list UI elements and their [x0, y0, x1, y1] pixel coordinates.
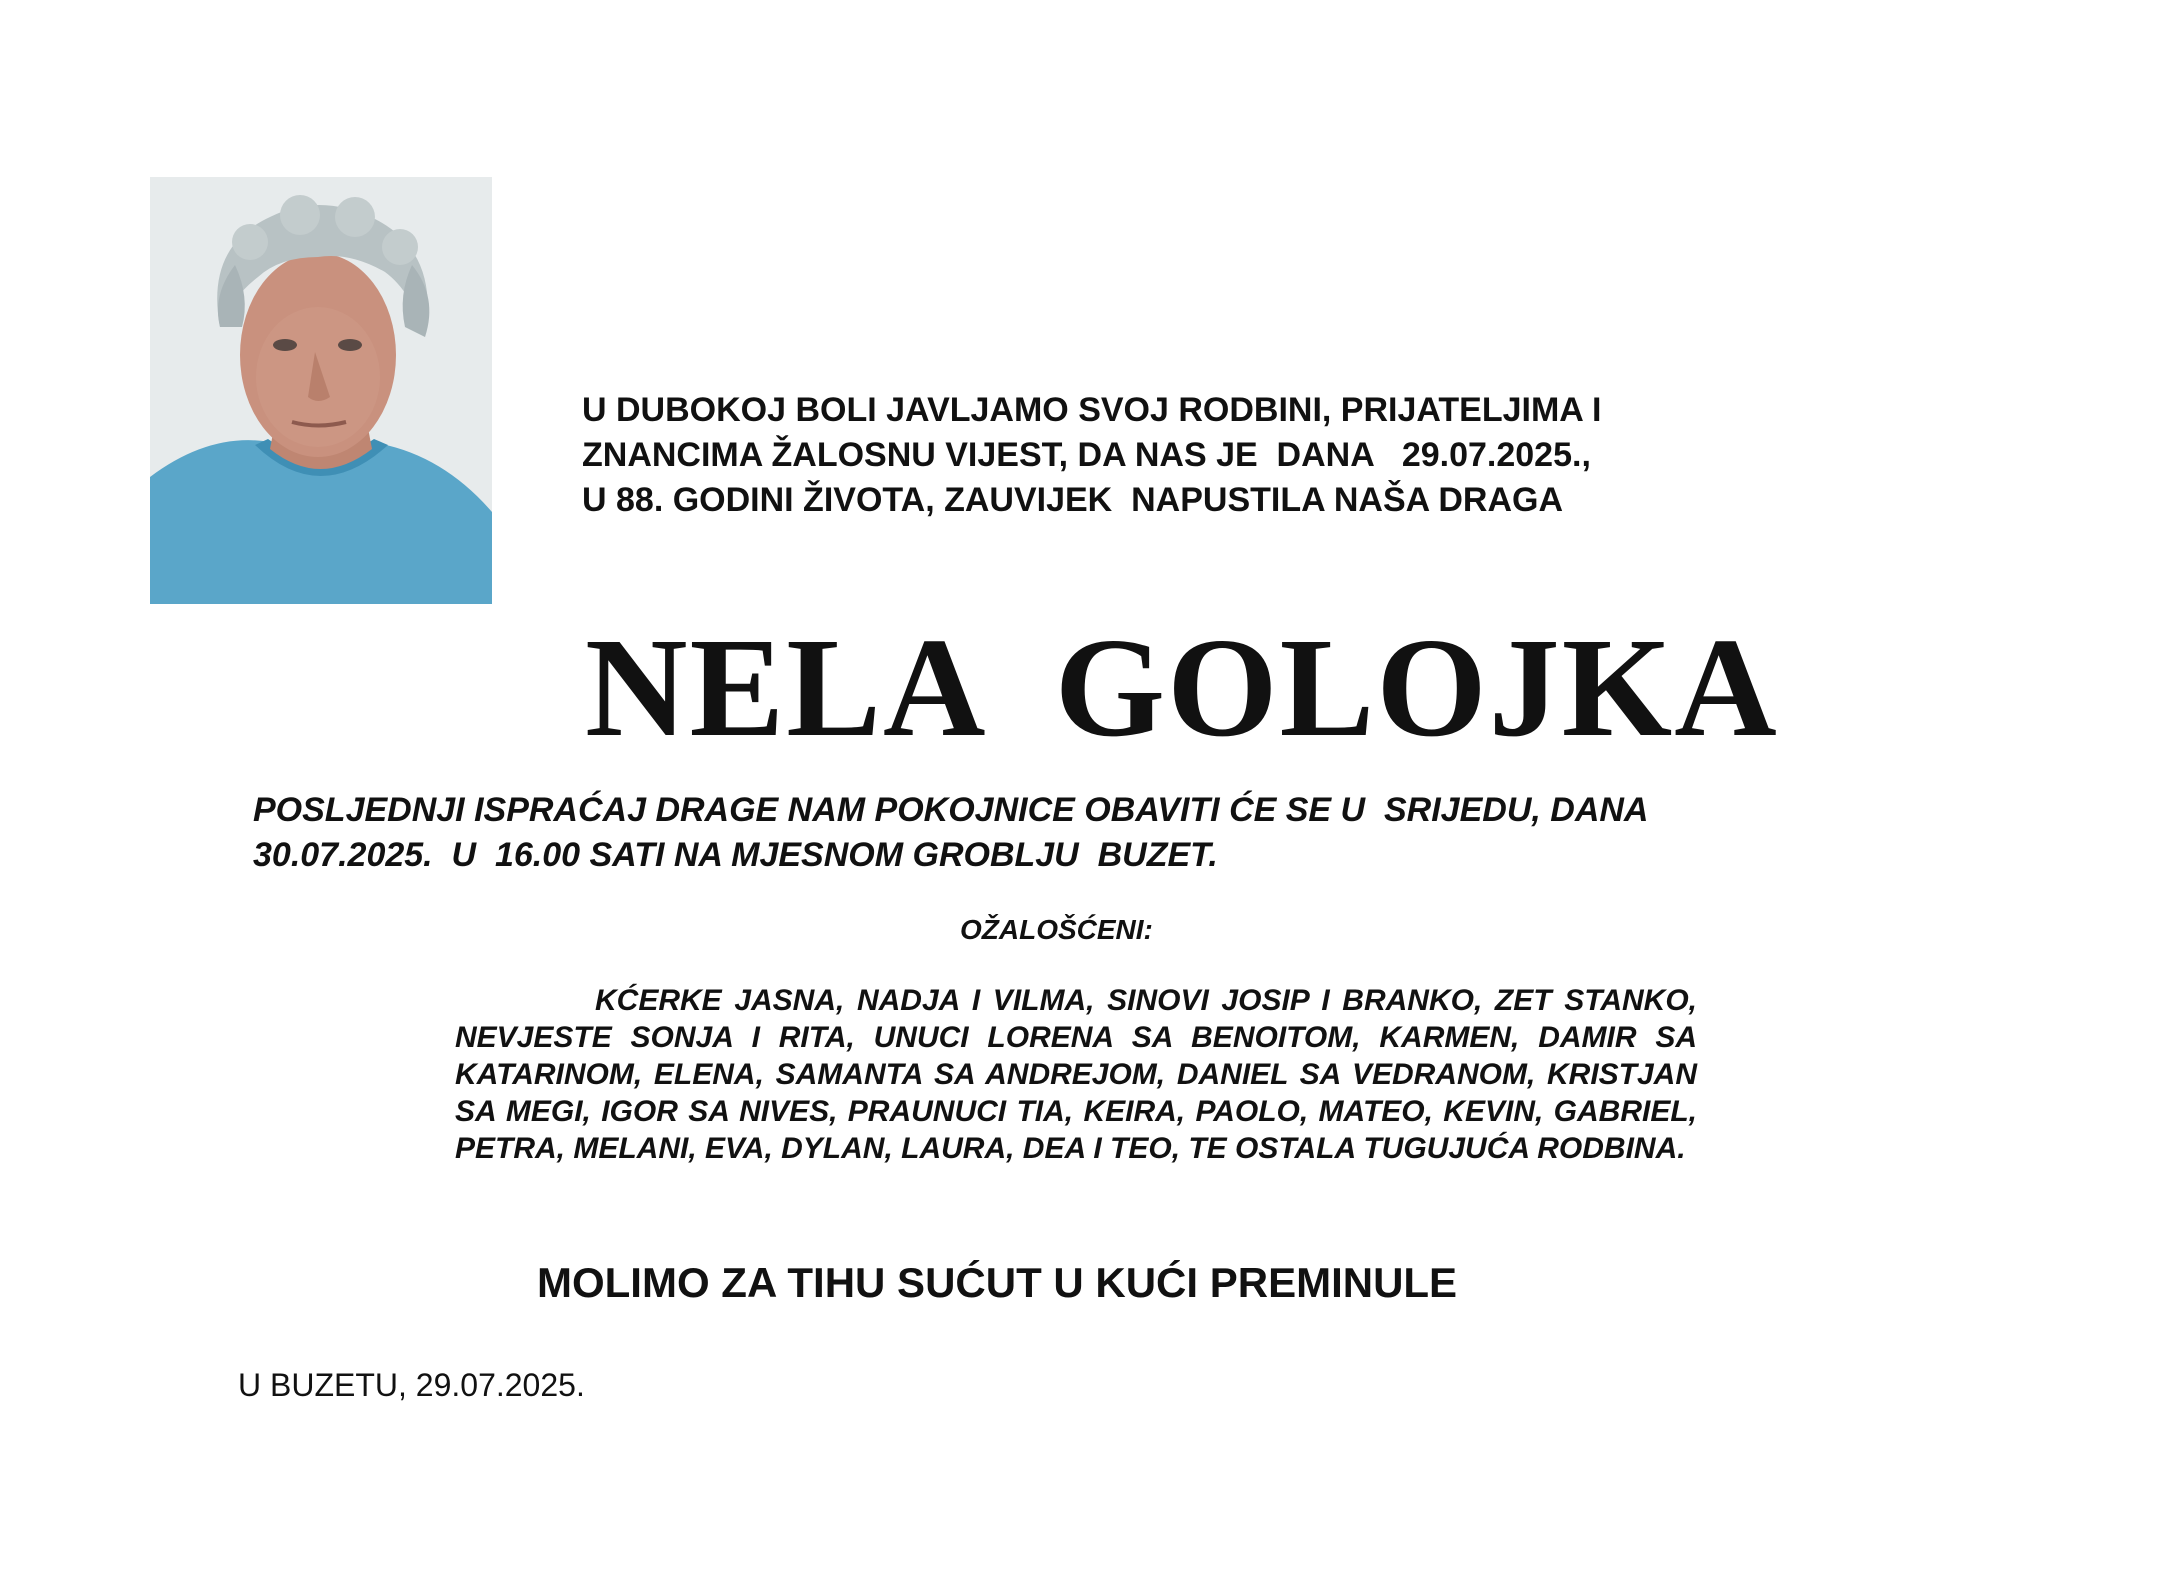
condolences-request: MOLIMO ZA TIHU SUĆUT U KUĆI PREMINULE — [537, 1259, 1458, 1306]
funeral-details: POSLJEDNJI ISPRAĆAJ DRAGE NAM POKOJNICE OBAVITI ĆE SE U SRIJEDU, DANA 30.07.2025. U 16.00 SATI NA MJESNOM GROBLJU BUZET. — [253, 791, 1649, 874]
mourners-list: KĆERKE JASNA, NADJA I VILMA, SINOVI JOSIP I BRANKO, ZET STANKO, NEVJESTE SONJA I RITA, UNUCI LORENA SA BENOITOM, KARMEN, DAMIR SA KATARINOM, ELENA, SAMANTA SA ANDREJOM, DANIEL SA VEDRANOM, KRISTJAN SA MEGI, IGOR SA NIVES, PRAUNUCI TIA, KEIRA, PAOLO, MATEO, KEVIN, GABRIEL, PETRA, MELANI, EVA, DYLAN, LAURA, DEA I TEO, TE OSTALA TUGUJUĆA RODBINA. — [455, 984, 1697, 1165]
intro-text: U DUBOKOJ BOLI JAVLJAMO SVOJ RODBINI, PRIJATELJIMA I ZNANCIMA ŽALOSNU VIJEST, DA NAS JE DANA 29.07.2025., U 88. GODINI ŽIVOTA, ZAUVIJEK NAPUSTILA NAŠA DRAGA — [582, 391, 1602, 519]
mourners-heading: OŽALOŠĆENI: — [960, 914, 1153, 945]
deceased-name: NELA GOLOJKA — [585, 608, 1779, 766]
portrait-photo — [150, 177, 492, 604]
place-and-date: U BUZETU, 29.07.2025. — [238, 1367, 585, 1403]
portrait-icon — [150, 177, 492, 604]
